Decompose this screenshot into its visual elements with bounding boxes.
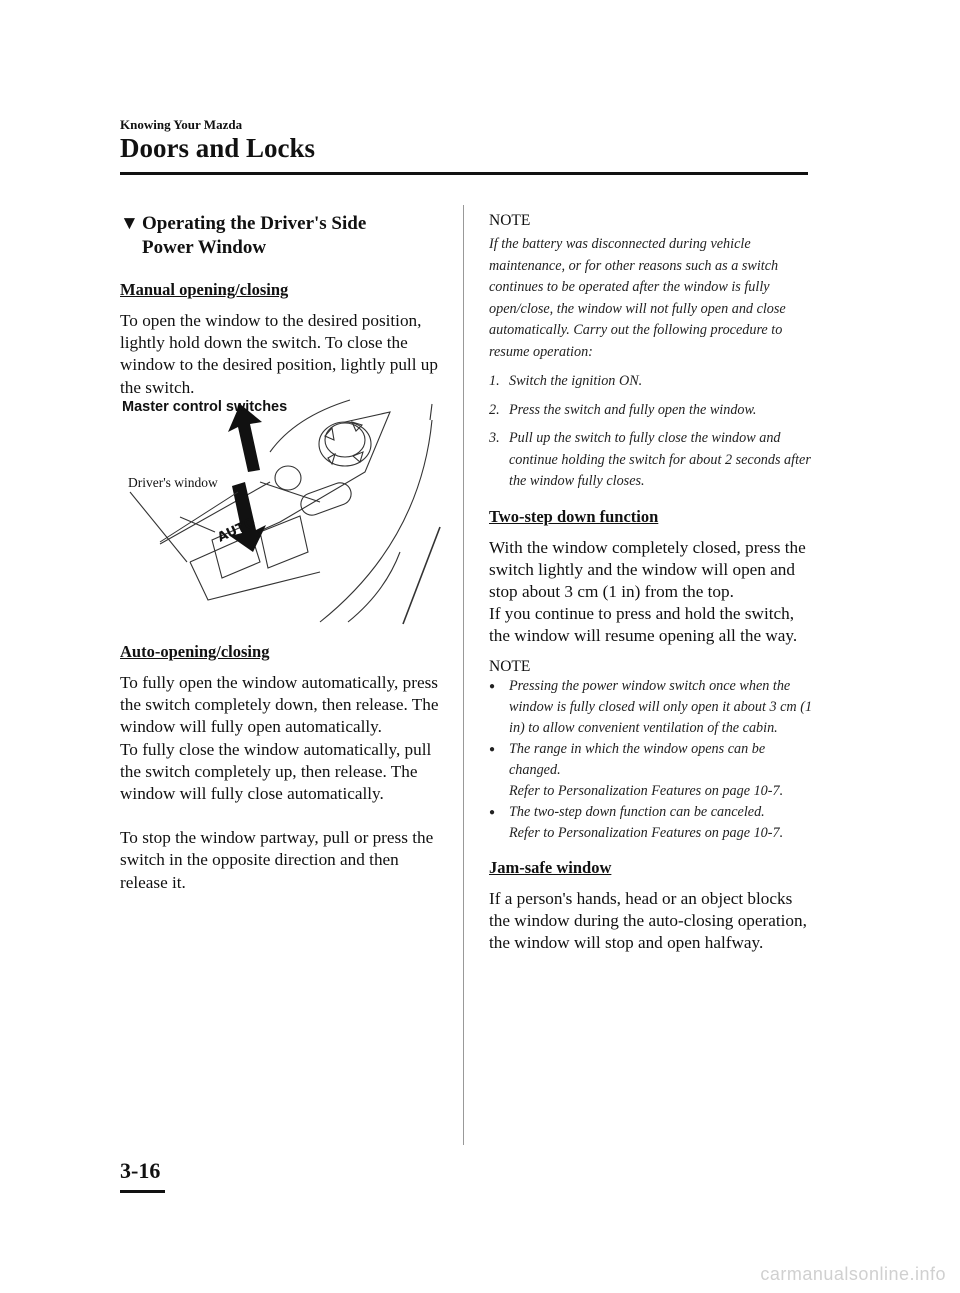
jam-heading: Jam-safe window [489,857,612,877]
column-divider [463,205,464,1145]
manual-heading: Manual opening/closing [120,280,289,299]
note-label: NOTE [489,212,531,229]
twostep-heading: Two-step down function [489,506,659,526]
figure-label-master: Master control switches [122,399,288,415]
jam-body: If a person's hands, head or an object blocks the window during the auto-closing operation, the window will stop and open halfway. [489,888,807,952]
heading-line-2: Power Window [142,237,267,258]
note-label: NOTE [489,657,531,675]
list-item: ● Pressing the power window switch once when the window is fully closed will only open it about 3 cm (1 in) to allow convenient ventilation of the cabin. [489,676,814,739]
twostep-body-1: With the window completely closed, press the switch lightly and the window will open and stop about 3 cm (1 in) from the top. [489,537,806,601]
page-title: Doors and Locks [120,133,316,163]
section-label: Knowing Your Mazda [120,117,243,132]
right-column [489,212,814,954]
twostep-body-2: If you continue to press and hold the switch, the window will resume opening all the way. [489,604,798,646]
list-item: 3. Pull up the switch to fully close the window and continue holding the switch for about 2 seconds after the window fully closes. [489,430,811,489]
footer-rule [120,1190,165,1193]
manual-body: To open the window to the desired position, lightly hold down the switch. To close the window to the desired position, lightly pull up the switch. [120,311,438,397]
triangle-marker-icon: ▼ [120,213,139,234]
auto-body-close: To fully close the window automatically, pull the switch completely up, then release. The window will fully close automatically. [120,739,432,804]
note-text: If the battery was disconnected during vehicle maintenance, or for other reasons such as a switch continues to be operated after the window is fully open/close, the window will not fully open and close automatically. Carry out the following procedure to resume operation: [489,236,786,360]
switch-illustration [120,392,445,632]
bullet-icon: ● [489,680,496,692]
auto-section [120,642,445,894]
auto-heading: Auto-opening/closing [120,642,270,661]
note-bullets [489,676,814,844]
auto-body-stop: To stop the window partway, pull or press the switch in the opposite direction and then release it. [120,828,434,892]
bullet-icon: ● [489,743,496,755]
list-item: ● The range in which the window opens can be changed. Refer to Personalization Features on page 10-7. [489,739,814,802]
watermark: carmanualsonline.info [760,1264,946,1284]
auto-body-open: To fully open the window automatically, press the switch completely down, then release. The window will fully open automatically. [120,673,439,737]
list-item: 2. Press the switch and fully open the window. [489,401,757,418]
auto-switch-text: AUTO [215,515,259,546]
procedure-list [489,371,814,493]
page-number: 3-16 [120,1158,161,1183]
left-column [120,212,445,399]
header-rule [120,172,808,175]
list-item: ● The two-step down function can be canceled. Refer to Personalization Features on page 10-7. [489,802,814,844]
heading-line-1: Operating the Driver's Side [142,213,367,234]
list-item: 1. Switch the ignition ON. [489,373,643,389]
section-heading [120,212,445,260]
bullet-icon: ● [489,806,496,818]
figure-label-driver: Driver's window [128,475,218,490]
